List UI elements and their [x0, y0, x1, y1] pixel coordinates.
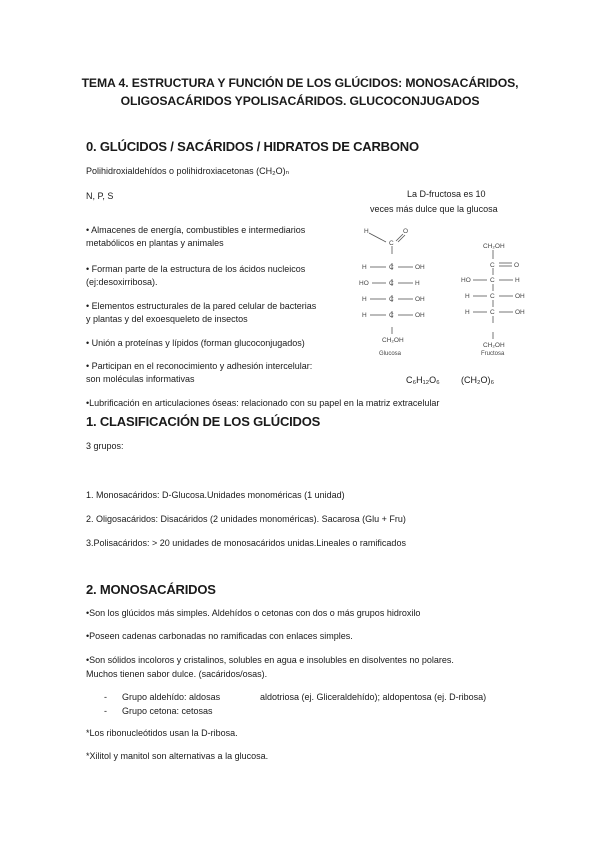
groups-intro: 3 grupos: [86, 441, 124, 451]
section0-heading: 0. GLÚCIDOS / SACÁRIDOS / HIDRATOS DE CARBONO [86, 139, 419, 154]
formula-molecular: C₆H₁₂O₆ [406, 375, 440, 385]
section2-heading: 2. MONOSACÁRIDOS [86, 582, 216, 597]
glucose-c5-oh: OH [415, 312, 425, 319]
bullet-energy-1: • Almacenes de energía, combustibles e intermediarios [86, 225, 306, 235]
glucose-c3: C [389, 280, 394, 287]
fructose-c6: CH₂OH [483, 342, 505, 349]
section1-heading: 1. CLASIFICACIÓN DE LOS GLÚCIDOS [86, 414, 321, 429]
glucose-c3-ho: HO [359, 280, 369, 287]
elements: N, P, S [86, 191, 114, 201]
glucose-c5-h: H [362, 312, 367, 319]
fructose-c2-o: O [514, 262, 520, 269]
fructose-c3: C [490, 277, 495, 284]
group-aldehyde: Grupo aldehído: aldosas [122, 692, 221, 702]
class-item-3: 3.Polisacáridos: > 20 unidades de monosacáridos unidas.Lineales o ramificados [86, 538, 406, 548]
fructose-c3-h: H [515, 277, 520, 284]
glucose-c2: C [389, 264, 394, 271]
doc-title-line2: OLIGOSACÁRIDOS YPOLISACÁRIDOS. GLUCOCONJUGADOS [120, 94, 480, 108]
glucose-aldehyde-h: H [364, 228, 369, 235]
glucose-aldehyde-o: O [403, 228, 409, 235]
mono-point-3a: •Son sólidos incoloros y cristalinos, solubles en agua e insolubles en disolventes no polares. [86, 655, 454, 665]
fructose-note-2: veces más dulce que la glucosa [370, 204, 498, 214]
glucose-c3-h: H [415, 280, 420, 287]
fructose-c4-oh: OH [515, 293, 525, 300]
fructose-note-1: La D-fructosa es 10 [407, 189, 486, 199]
dash-1: - [104, 692, 107, 702]
class-item-2: 2. Oligosacáridos: Disacáridos (2 unidades monoméricas). Sacarosa (Glu + Fru) [86, 514, 406, 524]
mono-point-2: •Poseen cadenas carbonadas no ramificadas con enlaces simples. [86, 631, 353, 641]
glucose-c2-oh: OH [415, 264, 425, 271]
bullet-nucleic-2: (ej:desoxirribosa). [86, 277, 158, 287]
fructose-c4-h: H [465, 293, 470, 300]
glucose-label: Glucosa [379, 351, 402, 357]
mono-point-3b: Muchos tienen sabor dulce. (sacáridos/osas). [86, 669, 268, 679]
fructose-c2: C [490, 262, 495, 269]
fructose-c5-oh: OH [515, 309, 525, 316]
fructose-c5: C [490, 309, 495, 316]
fructose-c4: C [490, 293, 495, 300]
formula-empirical: (CH₂O)₆ [461, 375, 495, 385]
glucose-c6: CH₂OH [382, 337, 404, 344]
note-ribose: *Los ribonucleótidos usan la D-ribosa. [86, 728, 238, 738]
glucose-c4-h: H [362, 296, 367, 303]
bullet-structural-1: • Elementos estructurales de la pared celular de bacterias [86, 301, 317, 311]
glucose-c5: C [389, 312, 394, 319]
doc-title-line1: TEMA 4. ESTRUCTURA Y FUNCIÓN DE LOS GLÚCIDOS: MONOSACÁRIDOS, [81, 76, 519, 90]
group-aldehyde-examples: aldotriosa (ej. Gliceraldehído); aldopentosa (ej. D-ribosa) [260, 692, 487, 702]
bullet-structural-2: y plantas y del exoesqueleto de insectos [86, 314, 248, 324]
fructose-label: Fructosa [481, 351, 505, 357]
group-ketone: Grupo cetona: cetosas [122, 706, 213, 716]
fructose-c1: CH₂OH [483, 243, 505, 250]
glucose-c4: C [389, 296, 394, 303]
glucose-c1: C [389, 240, 394, 247]
fructose-c3-ho: HO [461, 277, 471, 284]
fischer-projections-figure [355, 222, 535, 362]
class-item-1: 1. Monosacáridos: D-Glucosa.Unidades monoméricas (1 unidad) [86, 490, 345, 500]
bullet-nucleic-1: • Forman parte de la estructura de los ácidos nucleicos [86, 264, 306, 274]
fructose-c5-h: H [465, 309, 470, 316]
glucose-c4-oh: OH [415, 296, 425, 303]
bullet-recognition-1: • Participan en el reconocimiento y adhesión intercelular: [86, 361, 313, 371]
bullet-union: • Unión a proteínas y lípidos (forman glucoconjugados) [86, 338, 305, 348]
note-xylitol: *Xilitol y manitol son alternativas a la glucosa. [86, 751, 269, 761]
definition: Polihidroxialdehídos o polihidroxiacetonas (CH₂O)ₙ [86, 166, 290, 176]
mono-point-1: •Son los glúcidos más simples. Aldehídos o cetonas con dos o más grupos hidroxilo [86, 608, 421, 618]
bullet-energy-2: metabólicos en plantas y animales [86, 238, 224, 248]
glucose-c2-h: H [362, 264, 367, 271]
dash-2: - [104, 706, 107, 716]
bullet-recognition-2: son moléculas informativas [86, 374, 195, 384]
bullet-lubrication: •Lubrificación en articulaciones óseas: relacionado con su papel en la matriz extracelular [86, 398, 440, 408]
